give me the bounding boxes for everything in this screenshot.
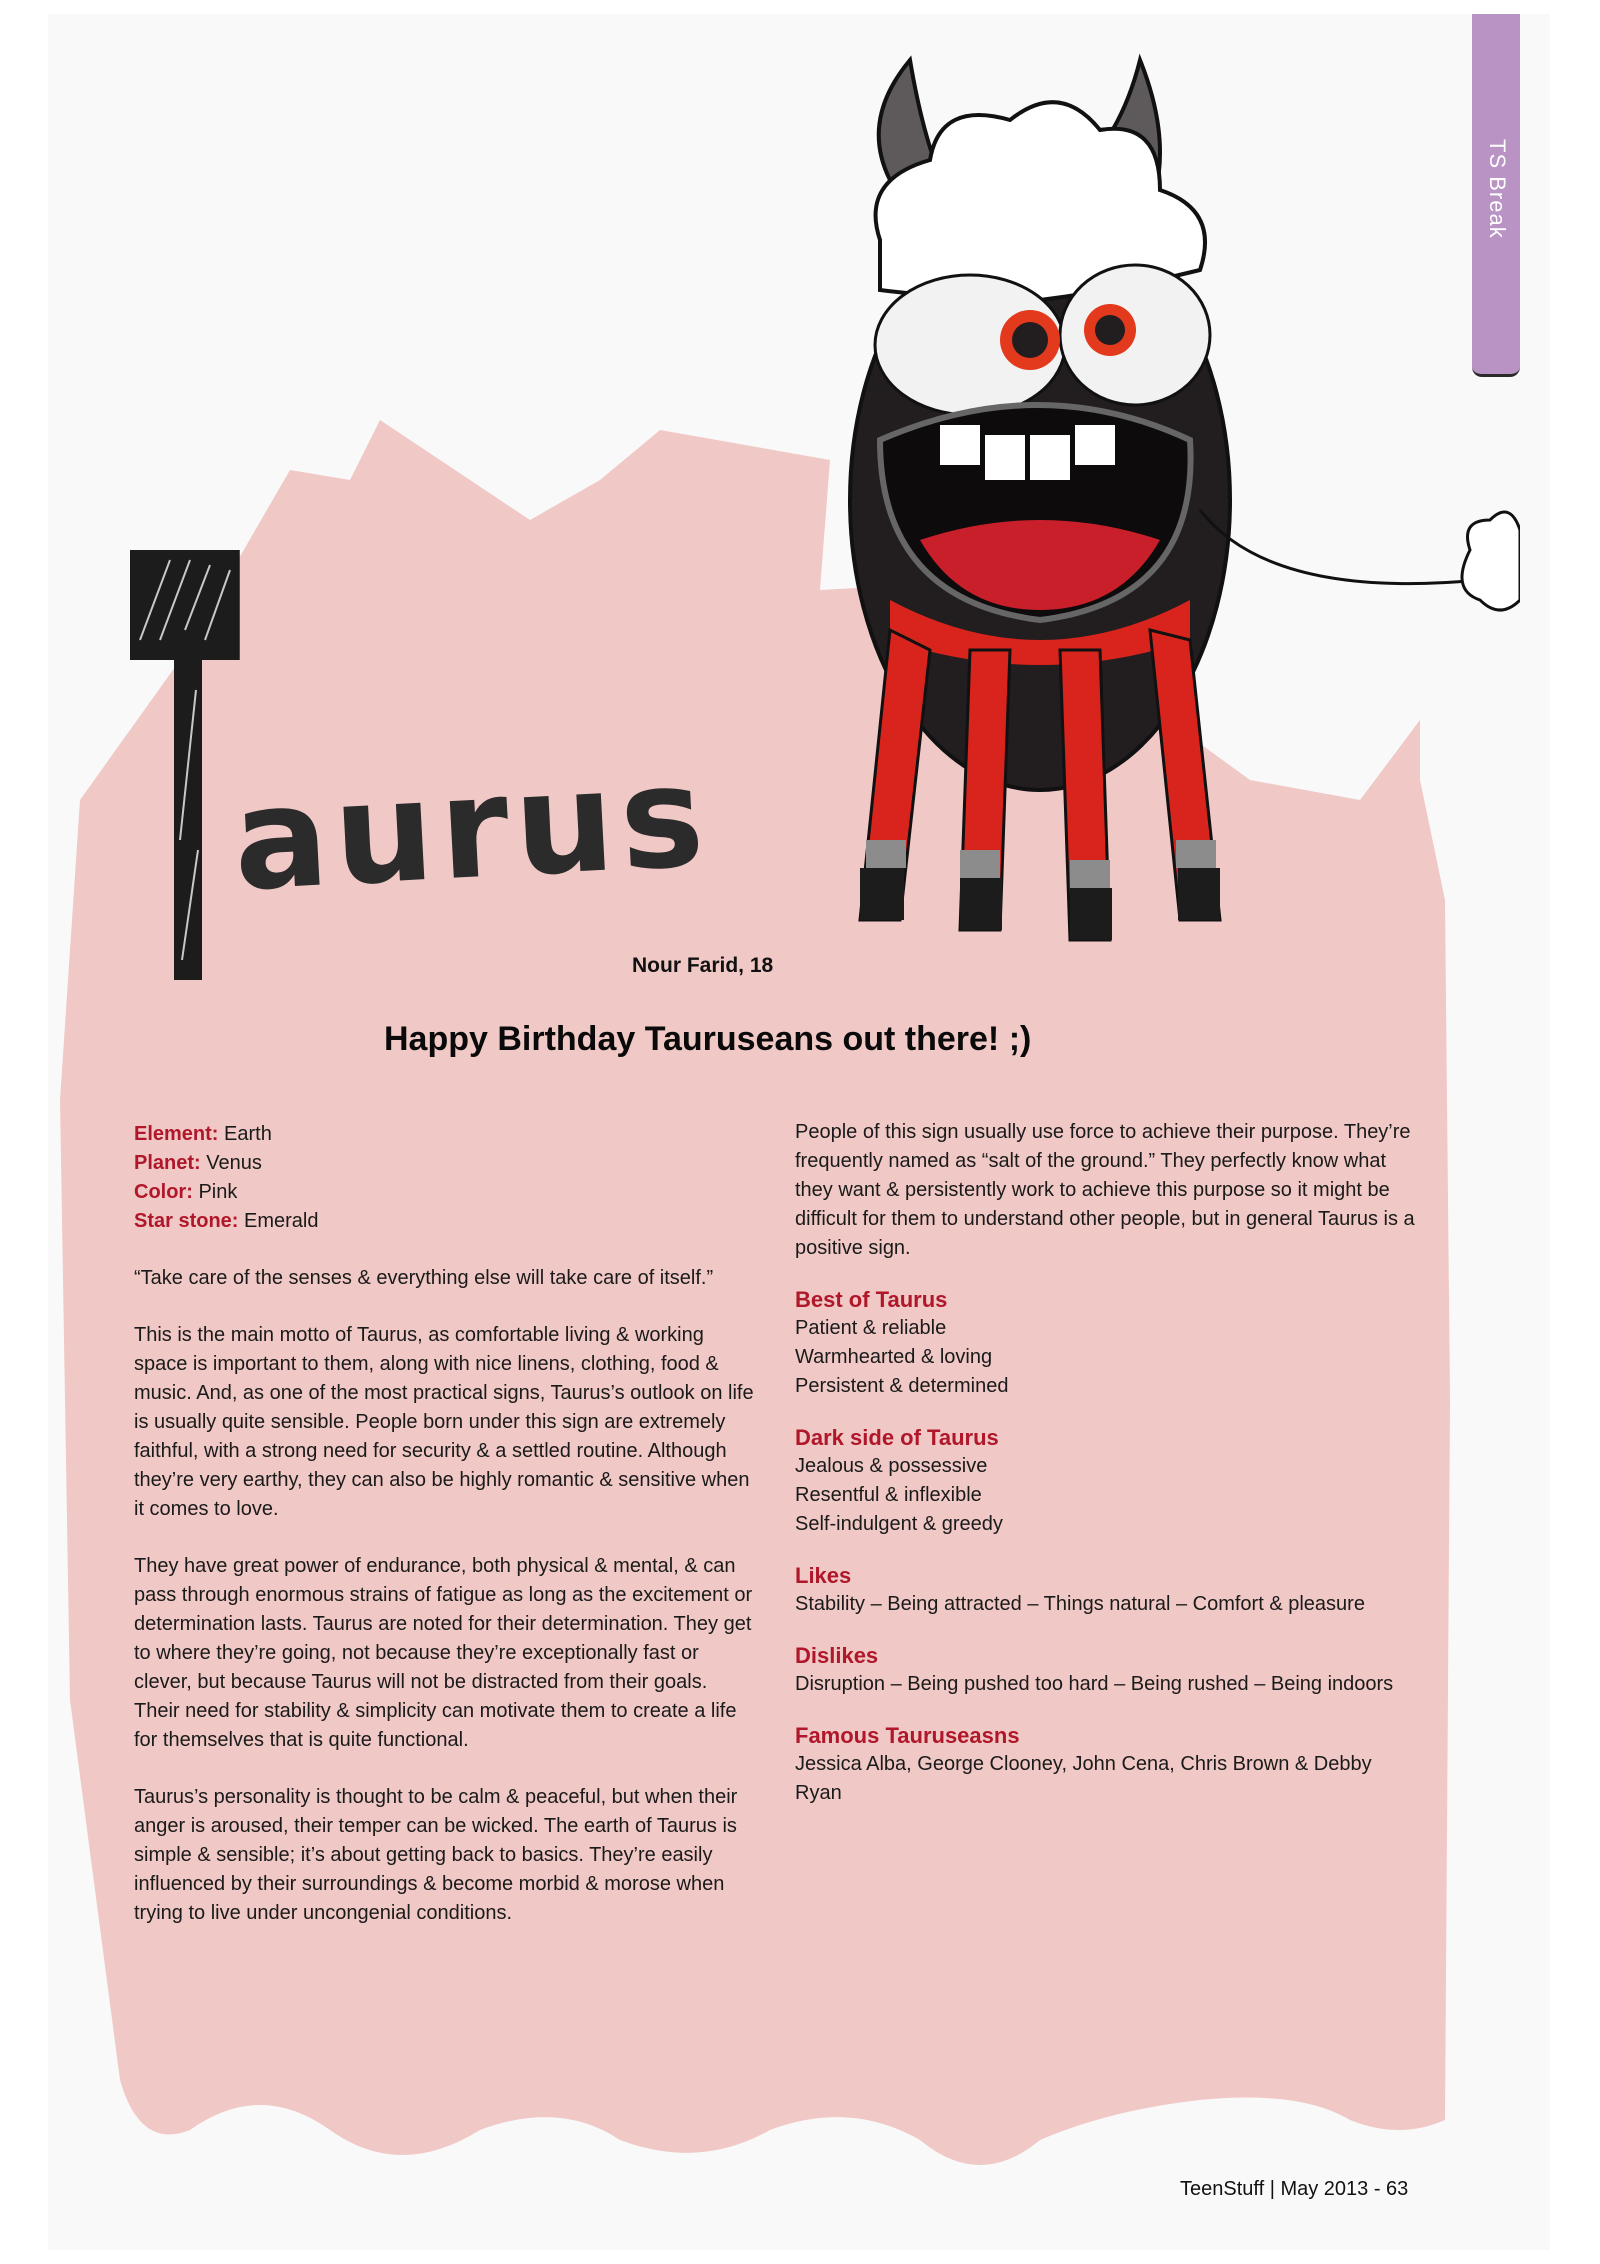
title-text: aurus [229,735,714,923]
page-footer: TeenStuff | May 2013 - 63 [1180,2178,1409,2200]
motto-quote: “Take care of the senses & everything else will take care of itself.” [134,1267,714,1289]
section-heading-famous: Famous Tauruseasns [795,1723,1020,1748]
list-item: Jealous & possessive [795,1455,988,1477]
intro-paragraph: People of this sign usually use force to achieve their purpose. They’re frequently named as “salt of the ground.” They perfectly know what they want & persistently work to achieve this purpose so it might be difficult for them to understand other people, but in general Taurus is a positive sign. [795,1121,1415,1259]
fact-planet: Planet: Venus [134,1152,262,1174]
list-item: Warmhearted & loving [795,1346,993,1368]
title-initial-T [130,540,240,980]
fact-element: Element: Earth [134,1123,272,1145]
body-paragraph: This is the main motto of Taurus, as comfortable living & working space is important to them, along with nice linens, clothing, food & music. And, as one of the most practical signs, Taurus’s outlook on life is usually quite sensible. People born under this sign are extremely faithful, with a strong need for security & a settled routine. Although they’re very earthy, they can also be highly romantic & sensitive when it comes to love. [134,1324,754,1520]
section-tab-label: TS Break [1485,139,1510,239]
taurus-bull-illustration [820,40,1520,980]
author-byline: Nour Farid, 18 [632,954,774,977]
dislikes-text: Disruption – Being pushed too hard – Being rushed – Being indoors [795,1673,1394,1695]
left-column [134,1120,754,1928]
section-heading-dislikes: Dislikes [795,1643,879,1668]
body-paragraph: Taurus’s personality is thought to be calm & peaceful, but when their anger is aroused, their temper can be wicked. The earth of Taurus is simple & sensible; it’s about getting back to basics. They’re easily influenced by their surroundings & become morbid & morose when trying to live under uncongenial conditions. [134,1786,738,1924]
fact-color: Color: Pink [134,1181,238,1203]
list-item: Self-indulgent & greedy [795,1513,1003,1535]
likes-text: Stability – Being attracted – Things natural – Comfort & pleasure [795,1593,1365,1615]
list-item: Patient & reliable [795,1317,947,1339]
section-heading-likes: Likes [795,1563,852,1588]
list-item: Persistent & determined [795,1375,1009,1397]
body-paragraph: They have great power of endurance, both physical & mental, & can pass through enormous strains of fatigue as long as the excitement or determination lasts. Taurus are noted for their determination. They get to where they’re going, not because they’re exceptionally fast or clever, but because Taurus will not be distracted from their goals. Their need for stability & simplicity can motivate them to create a life for themselves that is quite functional. [134,1555,753,1751]
famous-list: Jessica Alba, George Clooney, John Cena, Chris Brown & Debby Ryan [795,1753,1372,1804]
list-item: Resentful & inflexible [795,1484,982,1506]
fact-star-stone: Star stone: Emerald [134,1210,319,1232]
section-heading-best: Best of Taurus [795,1287,948,1312]
section-heading-dark-side: Dark side of Taurus [795,1425,999,1450]
headline: Happy Birthday Tauruseans out there! ;) [384,1020,1032,1058]
right-column [795,1118,1415,1808]
